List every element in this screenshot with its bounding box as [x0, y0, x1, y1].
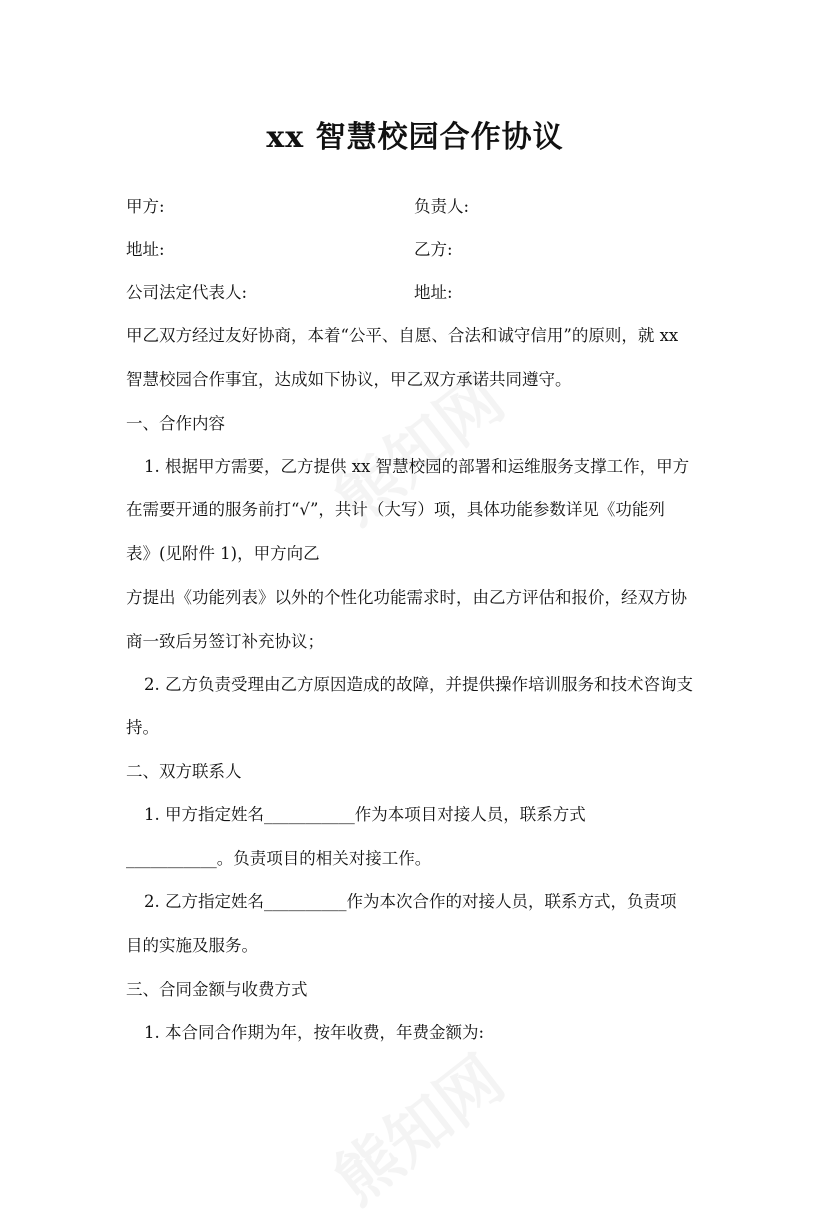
- legal-representative-label: 公司法定代表人:: [126, 283, 248, 302]
- address-label-a: 地址:: [126, 240, 165, 259]
- s1-item1-line4: 方提出《功能列表》以外的个性化功能需求时，由乙方评估和报价，经双方协: [126, 588, 687, 607]
- section-3-heading: 三、合同金额与收费方式: [126, 980, 308, 999]
- document-title: xx 智慧校园合作协议: [266, 120, 564, 155]
- section-1-heading: 一、合作内容: [126, 414, 225, 433]
- s2-item1-line1: 1. 甲方指定姓名___________作为本项目对接人员，联系方式: [144, 805, 586, 824]
- watermark-bottom: [312, 1031, 520, 1221]
- responsible-person-label: 负责人:: [414, 197, 470, 216]
- s2-item2-line1: 2. 乙方指定姓名__________作为本次合作的对接人员，联系方式，负责项: [144, 892, 677, 911]
- party-a-label: 甲方:: [126, 197, 165, 216]
- party-b-label: 乙方:: [414, 240, 453, 259]
- s1-item1-line2: 在需要开通的服务前打“√”，共计（大写）项，具体功能参数详见《功能列: [126, 500, 665, 519]
- s1-item2-line2: 持。: [126, 718, 159, 737]
- s2-item1-line2: ___________。负责项目的相关对接工作。: [126, 849, 432, 868]
- s3-item1-line1: 1. 本合同合作期为年，按年收费，年费金额为:: [144, 1023, 485, 1042]
- s1-item1-line5: 商一致后另签订补充协议；: [126, 632, 324, 651]
- s2-item2-line2: 目的实施及服务。: [126, 936, 258, 955]
- s1-item1-line3: 表》(见附件 1)，甲方向乙: [126, 544, 320, 563]
- intro-line-2: 智慧校园合作事宜，达成如下协议，甲乙双方承诺共同遵守。: [126, 370, 572, 389]
- section-2-heading: 二、双方联系人: [126, 762, 242, 781]
- address-label-b: 地址:: [414, 283, 453, 302]
- s1-item1-line1: 1. 根据甲方需要，乙方提供 xx 智慧校园的部署和运维服务支撑工作，甲方: [144, 457, 690, 476]
- intro-line-1: 甲乙双方经过友好协商，本着“公平、自愿、合法和诚守信用”的原则，就 xx: [126, 326, 679, 345]
- s1-item2-line1: 2. 乙方负责受理由乙方原因造成的故障，并提供操作培训服务和技术咨询支: [144, 675, 693, 694]
